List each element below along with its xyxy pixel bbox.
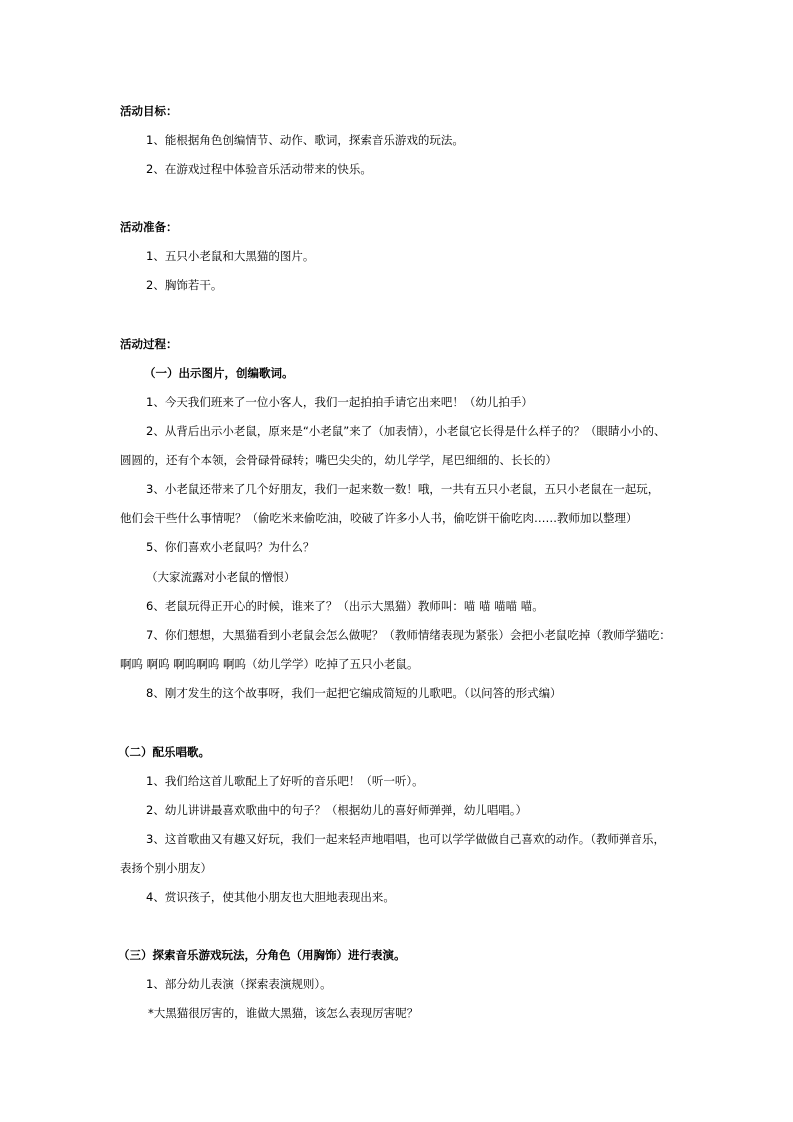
goal-item: 2、在游戏过程中体验音乐活动带来的快乐。 xyxy=(146,162,372,176)
process-step-continued: 他们会干些什么事情呢？（偷吃米来偷吃油，咬破了许多小人书，偷吃饼干偷吃肉……教师加以整理） xyxy=(120,511,638,525)
process-step: 1、我们给这首儿歌配上了好听的音乐吧！（听一听）。 xyxy=(146,774,424,788)
process-step-continued: 啊呜 啊呜 啊呜啊呜 啊呜（幼儿学学）吃掉了五只小老鼠。 xyxy=(120,657,419,671)
part1-title: （一）出示图片，创编歌词。 xyxy=(144,366,294,380)
process-step: 3、这首歌曲又有趣又好玩，我们一起来轻声地唱唱，也可以学学做做自己喜欢的动作。（教师弹音乐， xyxy=(146,832,666,846)
prep-item: 1、五只小老鼠和大黑猫的图片。 xyxy=(146,249,315,263)
process-heading: 活动过程： xyxy=(120,337,178,351)
prep-heading: 活动准备： xyxy=(120,220,178,234)
part2-title: （二）配乐唱歌。 xyxy=(118,745,210,759)
process-step-continued: 圆圆的，还有个本领，会骨碌骨碌转；嘴巴尖尖的，幼儿学学，尾巴细细的、长长的） xyxy=(120,453,557,467)
process-step: 2、从背后出示小老鼠，原来是“小老鼠”来了（加表情），小老鼠它长得是什么样子的？（眼睛小小的、 xyxy=(146,424,666,438)
process-step: 4、赏识孩子，使其他小朋友也大胆地表现出来。 xyxy=(146,890,395,904)
process-step: 1、今天我们班来了一位小客人，我们一起拍拍手请它出来吧！（幼儿拍手） xyxy=(146,395,533,409)
process-question: *大黑猫很厉害的，谁做大黑猫，该怎么表现厉害呢？ xyxy=(148,1006,419,1020)
process-step: 6、老鼠玩得正开心的时候，谁来了？（出示大黑猫）教师叫：喵 喵 喵喵 喵。 xyxy=(146,599,544,613)
process-step: 2、幼儿讲讲最喜欢歌曲中的句子？（根据幼儿的喜好师弹弹，幼儿唱唱。） xyxy=(146,803,528,817)
goals-heading: 活动目标： xyxy=(120,104,178,118)
process-step: 7、你们想想，大黑猫看到小老鼠会怎么做呢？（教师情绪表现为紧张）会把小老鼠吃掉（教师学猫吃： xyxy=(146,628,671,642)
process-step: 8、刚才发生的这个故事呀，我们一起把它编成简短的儿歌吧。（以问答的形式编） xyxy=(146,686,562,700)
process-step: 3、小老鼠还带来了几个好朋友，我们一起来数一数！哦，一共有五只小老鼠，五只小老鼠在一起玩， xyxy=(146,482,660,496)
process-note: （大家流露对小老鼠的憎恨） xyxy=(146,570,296,584)
process-step: 5、你们喜欢小老鼠吗？为什么？ xyxy=(146,540,315,554)
process-step-continued: 表扬个别小朋友） xyxy=(120,861,212,875)
part3-title: （三）探索音乐游戏玩法，分角色（用胸饰）进行表演。 xyxy=(118,948,406,962)
process-step: 1、部分幼儿表演（探索表演规则）。 xyxy=(146,977,332,991)
goal-item: 1、能根据角色创编情节、动作、歌词，探索音乐游戏的玩法。 xyxy=(146,133,464,147)
prep-item: 2、胸饰若干。 xyxy=(146,278,223,292)
